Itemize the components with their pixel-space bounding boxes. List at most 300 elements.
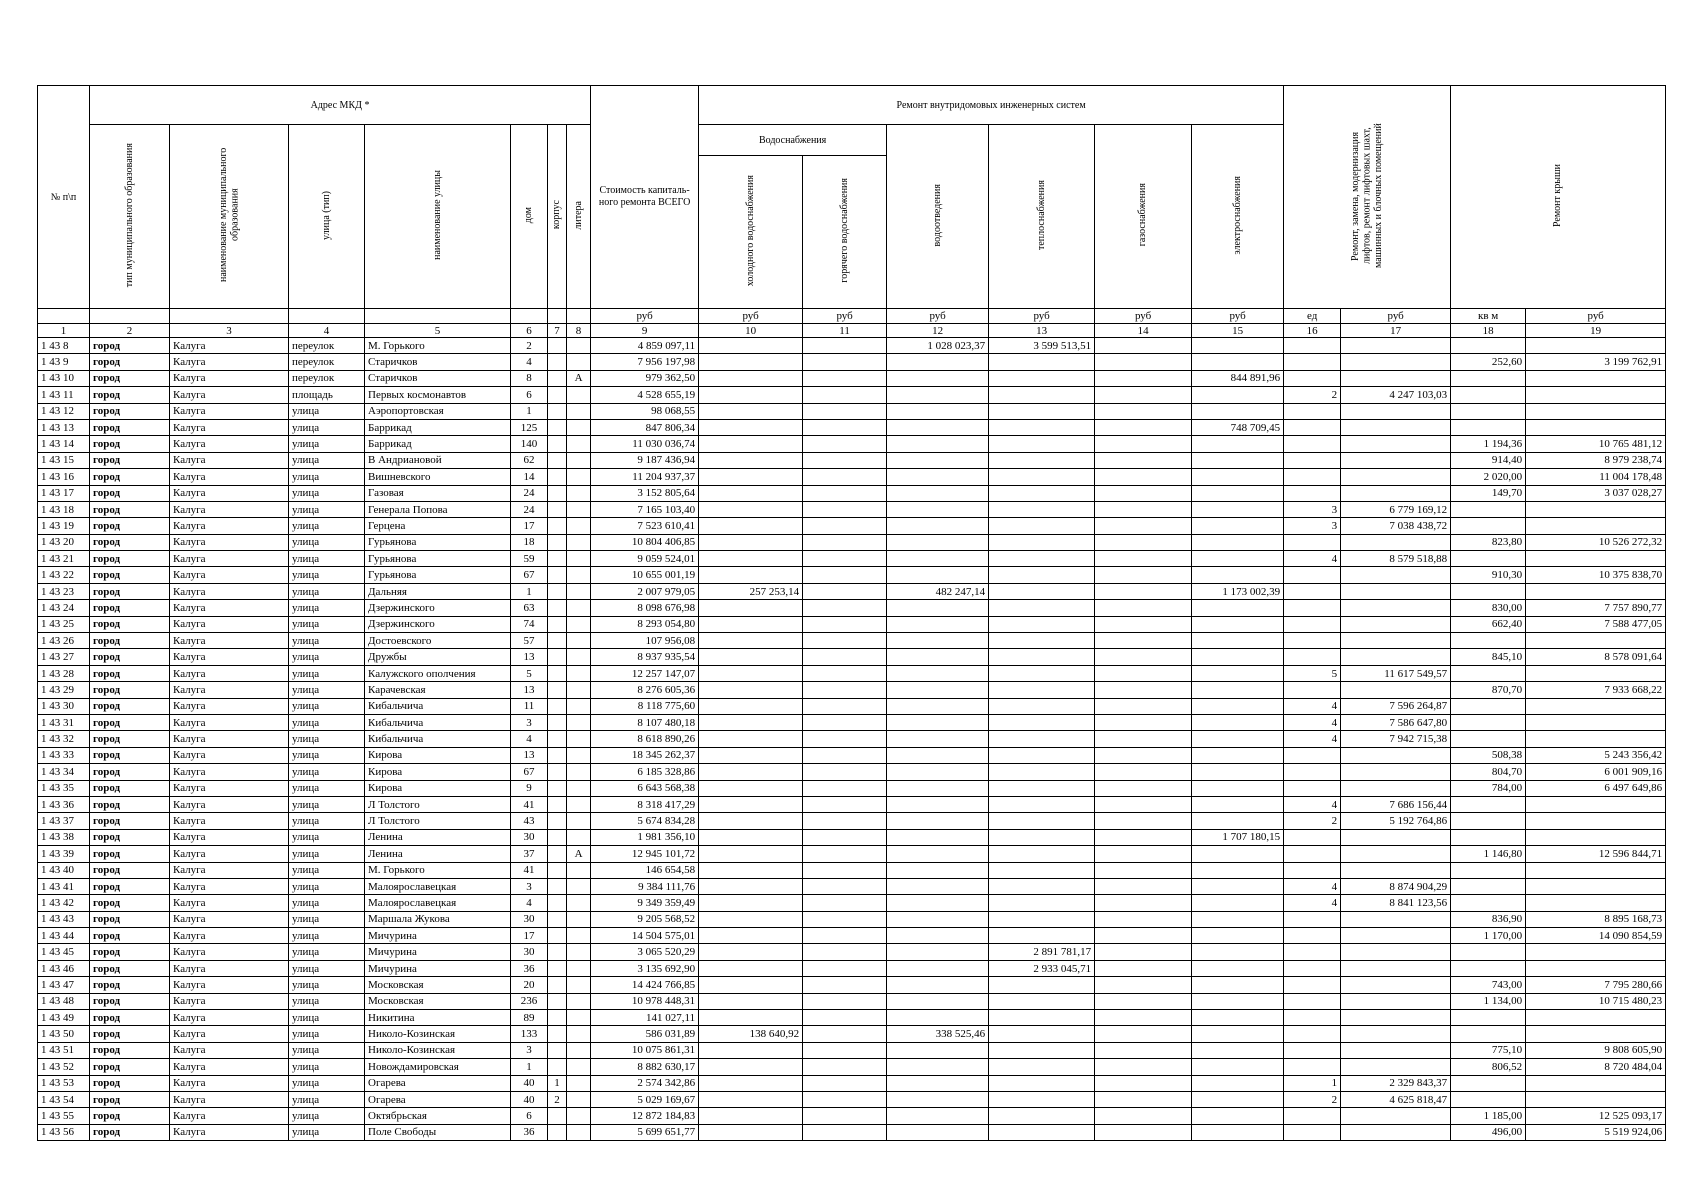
korpus-cell <box>548 780 567 796</box>
sewer-cell <box>887 977 989 993</box>
hot-water-cell <box>803 665 887 681</box>
lift-cost-cell: 8 874 904,29 <box>1341 878 1451 894</box>
street-name-cell: Мичурина <box>365 944 511 960</box>
sewer-cell <box>887 1059 989 1075</box>
gas-cell <box>1095 583 1192 599</box>
litera-cell <box>567 354 591 370</box>
repair-register-table <box>37 85 1666 1141</box>
column-number: 15 <box>1192 324 1284 338</box>
lift-units-cell: 4 <box>1284 551 1341 567</box>
gas-label: газоснабжения <box>1137 183 1149 247</box>
house-cell: 3 <box>511 878 548 894</box>
gas-cell <box>1095 682 1192 698</box>
house-cell: 1 <box>511 403 548 419</box>
street-type-cell: улица <box>289 567 365 583</box>
lift-units-cell <box>1284 452 1341 468</box>
sewer-cell <box>887 813 989 829</box>
row-number-cell: 1 43 15 <box>38 452 90 468</box>
hot-water-cell <box>803 649 887 665</box>
mun-name-cell: Калуга <box>170 469 289 485</box>
mun-name-cell: Калуга <box>170 583 289 599</box>
cost-total-cell: 107 956,08 <box>591 633 699 649</box>
litera-cell <box>567 862 591 878</box>
house-cell: 43 <box>511 813 548 829</box>
litera-cell <box>567 338 591 354</box>
lift-cost-cell <box>1341 633 1451 649</box>
cold-water-cell <box>699 501 803 517</box>
sewer-cell <box>887 731 989 747</box>
mun-type-cell: город <box>90 370 170 386</box>
lift-units-cell <box>1284 862 1341 878</box>
house-cell: 30 <box>511 911 548 927</box>
hot-water-cell <box>803 944 887 960</box>
hot-water-cell <box>803 928 887 944</box>
street-name-cell: Огарева <box>365 1091 511 1107</box>
row-number-cell: 1 43 28 <box>38 665 90 681</box>
table-row <box>38 862 1666 878</box>
street-type-cell: улица <box>289 633 365 649</box>
gas-cell <box>1095 403 1192 419</box>
table-row <box>38 846 1666 862</box>
cost-total-cell: 8 276 605,36 <box>591 682 699 698</box>
roof-area-cell <box>1451 403 1526 419</box>
heat-cell <box>989 387 1095 403</box>
table-row <box>38 354 1666 370</box>
korpus-cell <box>548 1108 567 1124</box>
mun-name-cell: Калуга <box>170 1075 289 1091</box>
table-row <box>38 928 1666 944</box>
street-type-cell: улица <box>289 403 365 419</box>
electric-cell <box>1192 993 1284 1009</box>
hot-water-cell <box>803 747 887 763</box>
cost-total-cell: 12 872 184,83 <box>591 1108 699 1124</box>
row-number-cell: 1 43 50 <box>38 1026 90 1042</box>
cost-total-cell: 4 528 655,19 <box>591 387 699 403</box>
roof-cost-cell <box>1526 813 1666 829</box>
unit-cell: руб <box>1095 309 1192 324</box>
lift-cost-cell: 4 247 103,03 <box>1341 387 1451 403</box>
street-name-cell: Новождамировская <box>365 1059 511 1075</box>
street-type-cell: улица <box>289 862 365 878</box>
litera-cell <box>567 960 591 976</box>
roof-area-cell <box>1451 895 1526 911</box>
sewer-cell <box>887 436 989 452</box>
table-row <box>38 518 1666 534</box>
cold-water-cell <box>699 731 803 747</box>
cost-total-cell: 8 098 676,98 <box>591 600 699 616</box>
row-number-cell: 1 43 41 <box>38 878 90 894</box>
house-cell: 24 <box>511 485 548 501</box>
cost-total-cell: 5 029 169,67 <box>591 1091 699 1107</box>
korpus-cell <box>548 485 567 501</box>
roof-cost-cell: 7 933 668,22 <box>1526 682 1666 698</box>
lift-cost-cell <box>1341 780 1451 796</box>
electric-cell <box>1192 1010 1284 1026</box>
heat-cell <box>989 403 1095 419</box>
row-number-cell: 1 43 52 <box>38 1059 90 1075</box>
litera-cell <box>567 469 591 485</box>
street-type-cell: улица <box>289 501 365 517</box>
table-row <box>38 960 1666 976</box>
hot-water-cell <box>803 714 887 730</box>
mun-name-cell: Калуга <box>170 928 289 944</box>
heat-label: теплоснабжения <box>1035 180 1047 250</box>
roof-area-cell: 870,70 <box>1451 682 1526 698</box>
table-row <box>38 796 1666 812</box>
mun-name-cell: Калуга <box>170 764 289 780</box>
lift-units-cell <box>1284 600 1341 616</box>
lift-units-cell: 4 <box>1284 878 1341 894</box>
electric-cell <box>1192 682 1284 698</box>
unit-cell: руб <box>699 309 803 324</box>
mun-name-cell: Калуга <box>170 682 289 698</box>
hot-water-cell <box>803 813 887 829</box>
korpus-cell <box>548 534 567 550</box>
hot-water-cell <box>803 534 887 550</box>
mun-name-cell: Калуга <box>170 338 289 354</box>
unit-cell: руб <box>1192 309 1284 324</box>
lift-cost-cell: 5 192 764,86 <box>1341 813 1451 829</box>
lift-cost-cell <box>1341 1042 1451 1058</box>
sewer-cell <box>887 698 989 714</box>
roof-area-cell <box>1451 387 1526 403</box>
electric-cell <box>1192 1124 1284 1140</box>
lift-units-cell <box>1284 682 1341 698</box>
mun-type-cell: город <box>90 960 170 976</box>
sewer-cell <box>887 846 989 862</box>
lift-units-cell <box>1284 1010 1341 1026</box>
litera-cell <box>567 649 591 665</box>
lift-units-cell <box>1284 993 1341 1009</box>
korpus-cell <box>548 1010 567 1026</box>
table-row <box>38 501 1666 517</box>
house-cell: 1 <box>511 1059 548 1075</box>
roof-cost-cell: 6 001 909,16 <box>1526 764 1666 780</box>
korpus-cell <box>548 1059 567 1075</box>
sewer-cell <box>887 878 989 894</box>
house-cell: 6 <box>511 1108 548 1124</box>
hot-water-cell <box>803 551 887 567</box>
sewer-cell <box>887 485 989 501</box>
roof-cost-cell: 12 596 844,71 <box>1526 846 1666 862</box>
roof-area-cell: 496,00 <box>1451 1124 1526 1140</box>
cold-water-cell <box>699 829 803 845</box>
unit-cell <box>567 309 591 324</box>
cold-water-cell <box>699 370 803 386</box>
cold-water-cell <box>699 796 803 812</box>
sewer-cell <box>887 665 989 681</box>
cold-water-cell <box>699 682 803 698</box>
row-number-cell: 1 43 12 <box>38 403 90 419</box>
street-type-cell: улица <box>289 1108 365 1124</box>
house-cell: 9 <box>511 780 548 796</box>
gas-cell <box>1095 862 1192 878</box>
roof-area-cell <box>1451 829 1526 845</box>
lift-units-cell <box>1284 370 1341 386</box>
cold-water-cell <box>699 846 803 862</box>
litera-cell: А <box>567 370 591 386</box>
mun-type-cell: город <box>90 911 170 927</box>
table-row <box>38 1026 1666 1042</box>
sewer-cell <box>887 960 989 976</box>
hot-water-cell <box>803 846 887 862</box>
row-number-cell: 1 43 34 <box>38 764 90 780</box>
cold-water-cell <box>699 993 803 1009</box>
house-cell: 125 <box>511 419 548 435</box>
gas-cell <box>1095 354 1192 370</box>
litera-cell <box>567 829 591 845</box>
hot-water-cell <box>803 1042 887 1058</box>
mun-name-header <box>170 125 289 309</box>
cold-water-cell <box>699 764 803 780</box>
hot-water-cell <box>803 452 887 468</box>
street-name-cell: Старичков <box>365 370 511 386</box>
sewer-cell <box>887 1124 989 1140</box>
roof-cost-cell <box>1526 698 1666 714</box>
heat-cell <box>989 354 1095 370</box>
lift-units-cell <box>1284 960 1341 976</box>
heat-cell <box>989 928 1095 944</box>
unit-cell <box>38 309 90 324</box>
roof-area-cell <box>1451 419 1526 435</box>
cold-water-cell: 257 253,14 <box>699 583 803 599</box>
roof-cost-cell: 7 588 477,05 <box>1526 616 1666 632</box>
street-type-cell: улица <box>289 977 365 993</box>
hot-water-cell <box>803 1059 887 1075</box>
korpus-cell <box>548 452 567 468</box>
electric-cell <box>1192 452 1284 468</box>
mun-name-cell: Калуга <box>170 485 289 501</box>
cost-total-cell: 8 293 054,80 <box>591 616 699 632</box>
electric-cell <box>1192 1108 1284 1124</box>
cold-water-cell <box>699 960 803 976</box>
street-type-cell: улица <box>289 649 365 665</box>
street-type-cell: улица <box>289 960 365 976</box>
roof-label: Ремонт крыши <box>1552 163 1564 228</box>
cost-total-cell: 14 504 575,01 <box>591 928 699 944</box>
lift-cost-cell <box>1341 419 1451 435</box>
electric-cell <box>1192 977 1284 993</box>
mun-name-cell: Калуга <box>170 1091 289 1107</box>
street-name-cell: Генерала Попова <box>365 501 511 517</box>
roof-area-cell <box>1451 551 1526 567</box>
electric-cell <box>1192 878 1284 894</box>
table-row <box>38 370 1666 386</box>
unit-cell: руб <box>989 309 1095 324</box>
korpus-label: корпус <box>551 200 563 230</box>
house-cell: 4 <box>511 354 548 370</box>
cost-total-cell: 5 674 834,28 <box>591 813 699 829</box>
mun-name-label: наименование муниципального образования <box>217 147 240 283</box>
mun-type-cell: город <box>90 796 170 812</box>
lift-units-cell <box>1284 944 1341 960</box>
sewer-cell <box>887 501 989 517</box>
lift-cost-cell <box>1341 452 1451 468</box>
unit-cell: руб <box>1341 309 1451 324</box>
cold-water-cell <box>699 698 803 714</box>
roof-cost-cell <box>1526 518 1666 534</box>
table-row <box>38 895 1666 911</box>
row-number-cell: 1 43 38 <box>38 829 90 845</box>
lift-cost-cell <box>1341 1108 1451 1124</box>
hot-water-cell <box>803 436 887 452</box>
row-number-cell: 1 43 51 <box>38 1042 90 1058</box>
hot-water-cell <box>803 616 887 632</box>
street-type-cell: улица <box>289 1042 365 1058</box>
roof-cost-cell: 12 525 093,17 <box>1526 1108 1666 1124</box>
street-type-cell: улица <box>289 944 365 960</box>
heat-cell <box>989 583 1095 599</box>
lift-units-cell <box>1284 747 1341 763</box>
mun-type-cell: город <box>90 338 170 354</box>
row-number-cell: 1 43 47 <box>38 977 90 993</box>
lift-cost-cell: 7 686 156,44 <box>1341 796 1451 812</box>
korpus-cell <box>548 682 567 698</box>
street-name-cell: Кирова <box>365 764 511 780</box>
mun-type-cell: город <box>90 1075 170 1091</box>
hot-water-cell <box>803 403 887 419</box>
litera-cell <box>567 403 591 419</box>
house-cell: 5 <box>511 665 548 681</box>
lift-cost-cell <box>1341 944 1451 960</box>
hot-water-cell <box>803 862 887 878</box>
column-number: 16 <box>1284 324 1341 338</box>
repair-group-header: Ремонт внутридомовых инженерных систем <box>699 86 1284 125</box>
mun-type-cell: город <box>90 813 170 829</box>
heat-cell <box>989 1124 1095 1140</box>
sewer-header <box>887 125 989 309</box>
heat-cell <box>989 370 1095 386</box>
mun-type-cell: город <box>90 780 170 796</box>
street-name-cell: Николо-Козинская <box>365 1042 511 1058</box>
house-cell: 41 <box>511 862 548 878</box>
electric-cell <box>1192 698 1284 714</box>
korpus-cell: 2 <box>548 1091 567 1107</box>
roof-area-cell <box>1451 862 1526 878</box>
gas-cell <box>1095 1091 1192 1107</box>
hot-water-cell <box>803 1108 887 1124</box>
korpus-cell <box>548 846 567 862</box>
sewer-cell <box>887 649 989 665</box>
column-numbers-row <box>38 324 1666 338</box>
lift-cost-cell: 7 596 264,87 <box>1341 698 1451 714</box>
sewer-cell <box>887 419 989 435</box>
heat-cell <box>989 1042 1095 1058</box>
mun-name-cell: Калуга <box>170 944 289 960</box>
mun-type-cell: город <box>90 600 170 616</box>
cost-total-cell: 2 574 342,86 <box>591 1075 699 1091</box>
unit-cell <box>365 309 511 324</box>
table-row <box>38 780 1666 796</box>
roof-area-cell <box>1451 633 1526 649</box>
korpus-cell <box>548 1042 567 1058</box>
street-name-cell: Кибальчича <box>365 698 511 714</box>
cost-total-cell: 8 318 417,29 <box>591 796 699 812</box>
house-cell: 74 <box>511 616 548 632</box>
street-name-cell: Гурьянова <box>365 534 511 550</box>
col-no-header <box>38 86 90 309</box>
gas-cell <box>1095 1075 1192 1091</box>
cost-total-cell: 10 075 861,31 <box>591 1042 699 1058</box>
row-number-cell: 1 43 25 <box>38 616 90 632</box>
street-name-cell: Мичурина <box>365 960 511 976</box>
table-row <box>38 944 1666 960</box>
roof-area-cell: 914,40 <box>1451 452 1526 468</box>
mun-name-cell: Калуга <box>170 1124 289 1140</box>
cost-total-cell: 5 699 651,77 <box>591 1124 699 1140</box>
electric-cell <box>1192 338 1284 354</box>
mun-name-cell: Калуга <box>170 911 289 927</box>
electric-cell <box>1192 1042 1284 1058</box>
korpus-cell <box>548 403 567 419</box>
korpus-cell <box>548 419 567 435</box>
mun-type-cell: город <box>90 633 170 649</box>
lift-units-cell <box>1284 846 1341 862</box>
gas-cell <box>1095 534 1192 550</box>
litera-cell <box>567 944 591 960</box>
mun-type-cell: город <box>90 829 170 845</box>
litera-cell <box>567 518 591 534</box>
hot-water-cell <box>803 895 887 911</box>
cold-water-cell <box>699 1059 803 1075</box>
lift-cost-cell <box>1341 534 1451 550</box>
litera-cell <box>567 419 591 435</box>
table-row <box>38 534 1666 550</box>
street-name-cell: Дзержинского <box>365 616 511 632</box>
hot-water-cell <box>803 796 887 812</box>
cost-total-cell: 1 981 356,10 <box>591 829 699 845</box>
gas-cell <box>1095 1010 1192 1026</box>
heat-cell <box>989 518 1095 534</box>
sewer-cell <box>887 1108 989 1124</box>
lift-cost-cell: 8 579 518,88 <box>1341 551 1451 567</box>
lift-units-cell: 2 <box>1284 1091 1341 1107</box>
gas-cell <box>1095 698 1192 714</box>
row-number-cell: 1 43 48 <box>38 993 90 1009</box>
house-cell: 40 <box>511 1075 548 1091</box>
table-row <box>38 878 1666 894</box>
litera-cell <box>567 698 591 714</box>
column-number: 5 <box>365 324 511 338</box>
table-row <box>38 829 1666 845</box>
lift-units-cell <box>1284 583 1341 599</box>
street-name-cell: Малоярославецкая <box>365 895 511 911</box>
electric-cell <box>1192 764 1284 780</box>
gas-cell <box>1095 419 1192 435</box>
hot-water-cell <box>803 567 887 583</box>
cold-water-cell <box>699 911 803 927</box>
roof-cost-cell <box>1526 338 1666 354</box>
mun-name-cell: Калуга <box>170 977 289 993</box>
korpus-cell <box>548 878 567 894</box>
street-name-cell: Аэропортовская <box>365 403 511 419</box>
roof-cost-cell: 10 526 272,32 <box>1526 534 1666 550</box>
row-number-cell: 1 43 36 <box>38 796 90 812</box>
street-name-cell: Ленина <box>365 846 511 862</box>
mun-type-cell: город <box>90 485 170 501</box>
hot-water-cell <box>803 469 887 485</box>
street-name-cell: Гурьянова <box>365 551 511 567</box>
mun-type-cell: город <box>90 354 170 370</box>
litera-cell <box>567 714 591 730</box>
roof-area-cell: 775,10 <box>1451 1042 1526 1058</box>
roof-area-cell: 784,00 <box>1451 780 1526 796</box>
hot-water-cell <box>803 583 887 599</box>
roof-cost-cell: 8 720 484,04 <box>1526 1059 1666 1075</box>
gas-cell <box>1095 911 1192 927</box>
sewer-cell <box>887 714 989 730</box>
heat-cell <box>989 551 1095 567</box>
